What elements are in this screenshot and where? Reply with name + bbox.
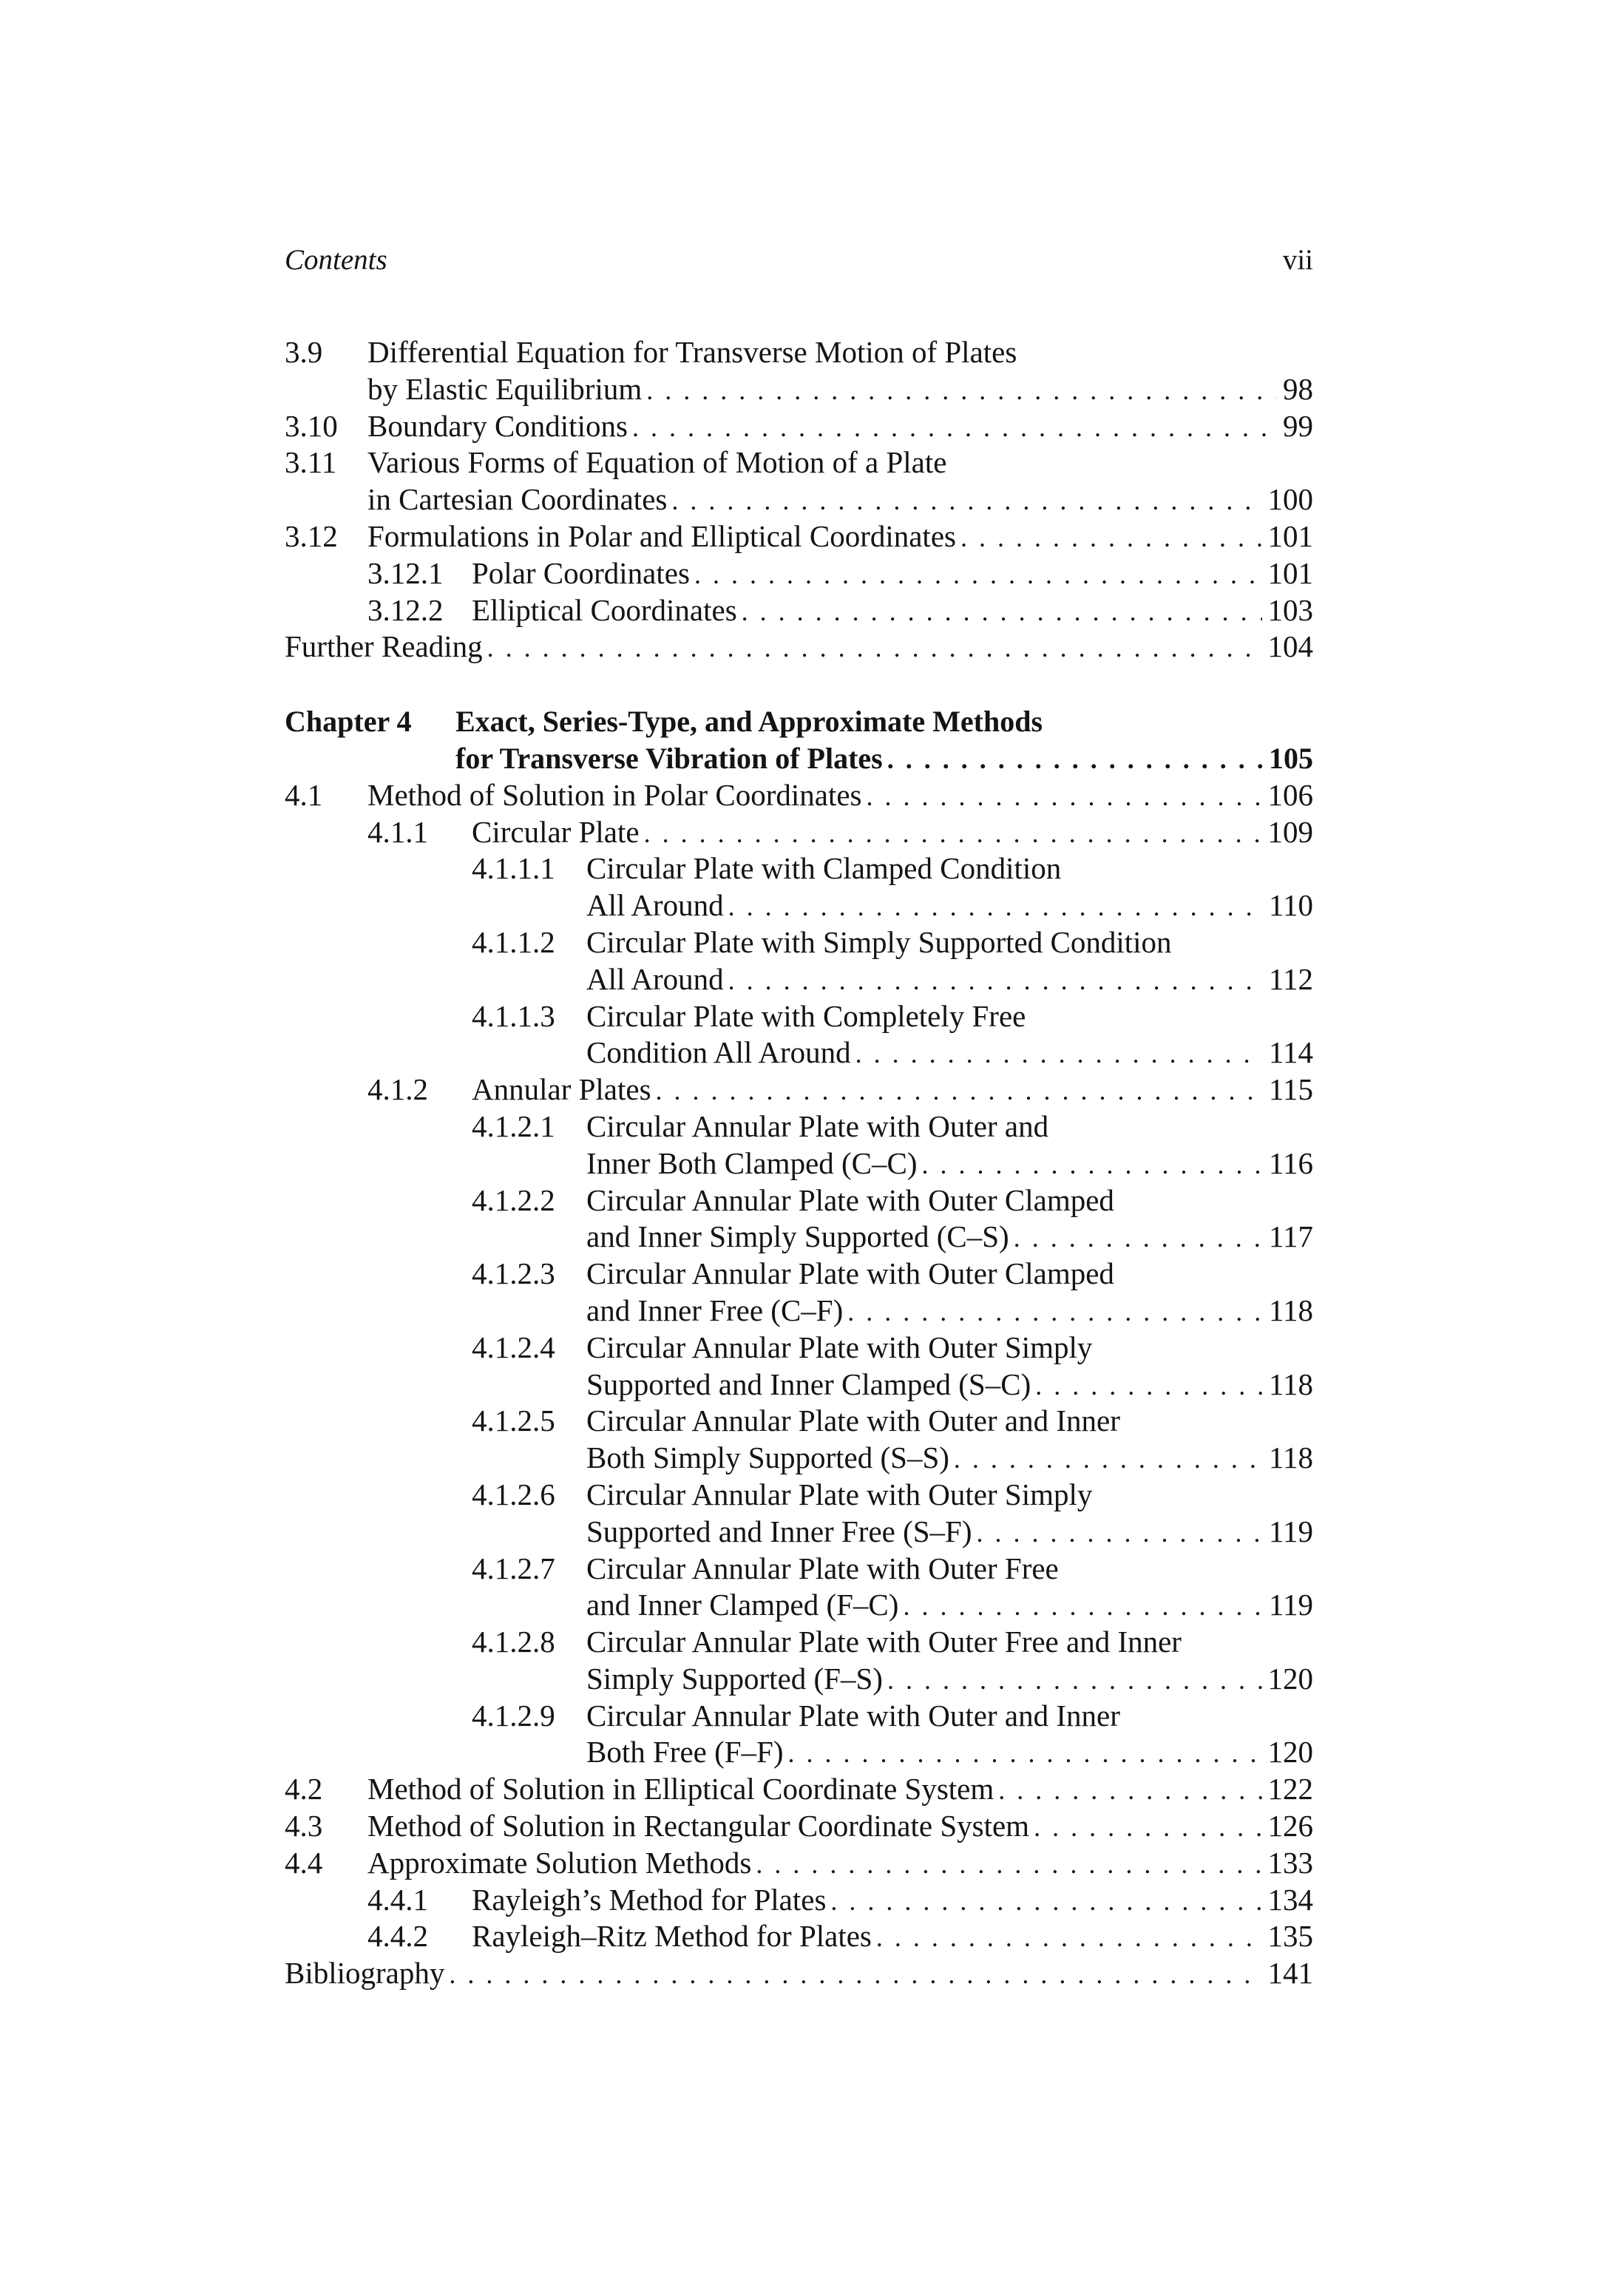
toc-entry-line <box>586 1440 1313 1478</box>
toc-entry[interactable] <box>285 1882 1313 1919</box>
toc-entry-line <box>586 924 1172 961</box>
toc-entry-continuation[interactable] <box>285 1514 1313 1551</box>
toc-entry-title: Various Forms of Equation of Motion of a Plate <box>367 445 947 480</box>
toc-entry[interactable] <box>285 1771 1313 1808</box>
toc-entry-page-number: 116 <box>1269 1145 1313 1180</box>
toc-entry[interactable] <box>285 1477 1313 1514</box>
toc-entry[interactable] <box>285 924 1313 961</box>
toc-entry-line <box>586 850 1061 887</box>
toc-entry-number: 3.10 <box>285 408 338 443</box>
toc-entry-title: Circular Annular Plate with Outer Clamped <box>586 1256 1114 1291</box>
toc-entry[interactable] <box>285 408 1313 445</box>
toc-entry-line <box>586 1477 1092 1514</box>
toc-entry-title: and Inner Clamped (F–C) <box>586 1588 899 1622</box>
toc-entry-number: 4.1.2.7 <box>472 1551 555 1585</box>
toc-entry-line <box>586 1256 1114 1293</box>
toc-entry-page-number: 100 <box>1267 482 1313 517</box>
toc-entry-line <box>586 1698 1120 1735</box>
toc-entry-title: Circular Annular Plate with Outer Simply <box>586 1477 1093 1511</box>
toc-entry-page-number: 110 <box>1269 888 1313 923</box>
toc-entry-page-number: 114 <box>1269 1035 1313 1070</box>
toc-entry-title: Elliptical Coordinates <box>472 592 737 627</box>
toc-entry[interactable] <box>285 1330 1313 1367</box>
toc-entry-line <box>586 1182 1114 1219</box>
toc-entry-continuation[interactable] <box>285 1587 1313 1624</box>
toc-entry-page-number: 141 <box>1267 1956 1313 1991</box>
toc-entry-number: 4.1.2.8 <box>472 1625 555 1659</box>
toc-entry-page-number: 120 <box>1267 1735 1313 1770</box>
toc-entry-title: Both Free (F–F) <box>586 1735 784 1770</box>
toc-entry-title: All Around <box>586 961 724 996</box>
toc-entry-title: Rayleigh’s Method for Plates <box>472 1882 827 1917</box>
toc-entry-number: 4.1.1 <box>367 814 428 849</box>
toc-entry[interactable] <box>285 1845 1313 1882</box>
toc-entry-title: Approximate Solution Methods <box>367 1845 752 1880</box>
toc-entry-page-number: 103 <box>1267 592 1313 627</box>
dot-leader <box>867 779 1262 816</box>
toc-entry-line <box>367 518 1313 557</box>
dot-leader <box>855 1036 1263 1073</box>
toc-entry-title: Circular Plate <box>472 814 640 849</box>
toc-entry-page-number: 105 <box>1269 741 1313 775</box>
toc-entry[interactable] <box>285 518 1313 555</box>
toc-entry-line <box>472 1918 1313 1957</box>
toc-entry-title: Simply Supported (F–S) <box>586 1661 883 1696</box>
toc-entry-number: 3.12 <box>285 518 338 553</box>
toc-entry-continuation[interactable] <box>285 1440 1313 1477</box>
toc-entry-continuation[interactable] <box>285 1219 1313 1256</box>
toc-entry-page-number: 133 <box>1267 1845 1313 1880</box>
toc-entry-title: Circular Plate with Simply Supported Condition <box>586 924 1172 959</box>
dot-leader <box>728 963 1263 1000</box>
toc-entry-number: 4.1.2 <box>367 1072 428 1107</box>
toc-entry-number: 4.1.2.3 <box>472 1256 555 1291</box>
toc-entry-line <box>455 703 1043 740</box>
dot-leader <box>756 1846 1261 1883</box>
toc-entry[interactable] <box>285 1808 1313 1845</box>
dot-leader <box>903 1588 1263 1625</box>
toc-entry-number: 3.12.2 <box>367 592 444 627</box>
dot-leader <box>644 816 1262 853</box>
toc-entry-line <box>586 1514 1313 1552</box>
dot-leader <box>632 410 1277 447</box>
toc-entry-line <box>285 1955 1313 1994</box>
toc-entry-title: Circular Annular Plate with Outer Clamped <box>586 1182 1114 1217</box>
toc-entry-line <box>586 1219 1313 1257</box>
toc-entry-line <box>586 1145 1313 1184</box>
toc-entry[interactable] <box>285 1698 1313 1735</box>
toc-entry-number: 4.4.1 <box>367 1882 428 1917</box>
toc-entry-number: 4.3 <box>285 1809 323 1843</box>
toc-entry-line <box>586 1293 1313 1331</box>
toc-entry[interactable] <box>285 444 1313 481</box>
toc-entry[interactable] <box>285 1955 1313 1992</box>
toc-entry-page-number: 106 <box>1267 777 1313 812</box>
toc-entry-number: 4.1.1.2 <box>472 924 555 959</box>
dot-leader <box>646 373 1277 410</box>
toc-entry-title: and Inner Simply Supported (C–S) <box>586 1219 1009 1254</box>
toc-entry-title: Method of Solution in Rectangular Coordinate System <box>367 1809 1030 1843</box>
toc-entry-page-number: 118 <box>1269 1367 1313 1401</box>
dot-leader <box>656 1073 1263 1110</box>
toc-entry-number: 4.1.2.6 <box>472 1477 555 1511</box>
toc-entry[interactable] <box>285 1624 1313 1661</box>
dot-leader <box>671 483 1261 520</box>
toc-entry-title: Circular Annular Plate with Outer and <box>586 1108 1049 1143</box>
toc-entry-number: 4.1.1.1 <box>472 851 555 886</box>
toc-entry-number: 4.1.2.9 <box>472 1698 555 1733</box>
toc-entry-line <box>586 1108 1048 1145</box>
toc-entry-page-number: 126 <box>1267 1809 1313 1843</box>
toc-entry-title: Both Simply Supported (S–S) <box>586 1440 949 1475</box>
toc-entry-page-number: 115 <box>1269 1072 1313 1107</box>
toc-entry[interactable] <box>285 555 1313 592</box>
dot-leader <box>887 742 1263 779</box>
dot-leader <box>449 1957 1261 1994</box>
toc-entry-title: Circular Annular Plate with Outer and Inner <box>586 1698 1120 1733</box>
toc-entry[interactable] <box>285 1182 1313 1219</box>
toc-entry-title: Further Reading <box>285 629 483 664</box>
dot-leader <box>887 1662 1262 1699</box>
toc-entry-page-number: 99 <box>1283 408 1313 443</box>
toc-entry-page-number: 120 <box>1267 1661 1313 1696</box>
toc-entry-number: 4.1.2.2 <box>472 1182 555 1217</box>
toc-entry-line <box>586 1661 1313 1699</box>
toc-entry-continuation[interactable] <box>285 371 1313 408</box>
toc-entry-continuation[interactable] <box>285 961 1313 998</box>
toc-entry-number: 4.4.2 <box>367 1919 428 1954</box>
toc-entry[interactable] <box>285 592 1313 629</box>
toc-entry-page-number: 117 <box>1269 1219 1313 1254</box>
toc-entry-title: Circular Annular Plate with Outer and Inner <box>586 1403 1120 1438</box>
toc-entry-continuation[interactable] <box>285 740 1313 777</box>
toc-entry-title: Condition All Around <box>586 1035 851 1070</box>
dot-leader <box>830 1883 1261 1920</box>
toc-entry-line <box>472 814 1313 853</box>
toc-entry[interactable] <box>285 777 1313 814</box>
toc-entry-number: 3.11 <box>285 445 337 480</box>
toc-entry-title: and Inner Free (C–F) <box>586 1293 844 1327</box>
toc-entry-title: Circular Plate with Completely Free <box>586 998 1026 1033</box>
toc-entry-page-number: 119 <box>1269 1514 1313 1548</box>
toc-entry-line <box>586 887 1313 926</box>
toc-entry-title: Annular Plates <box>472 1072 651 1107</box>
dot-leader <box>1035 1368 1263 1405</box>
toc-entry-number: 4.2 <box>285 1772 323 1806</box>
toc-entry-line <box>586 1403 1120 1440</box>
dot-leader <box>742 594 1262 631</box>
dot-leader <box>1034 1809 1261 1846</box>
toc-entry-page-number: 118 <box>1269 1293 1313 1327</box>
toc-entry-title: Differential Equation for Transverse Motion of Plates <box>367 335 1017 369</box>
toc-entry-line <box>367 1845 1313 1883</box>
toc-entry-line <box>586 1330 1092 1367</box>
toc-entry[interactable] <box>285 1918 1313 1955</box>
toc-entry-title: Supported and Inner Free (S–F) <box>586 1514 972 1548</box>
toc-entry-number: 3.12.1 <box>367 555 444 590</box>
running-header-page-number: vii <box>1282 244 1313 276</box>
toc-entry-title: for Transverse Vibration of Plates <box>455 741 883 775</box>
toc-entry-line <box>472 555 1313 594</box>
toc-entry-title: by Elastic Equilibrium <box>367 371 643 406</box>
toc-entry-line <box>472 592 1313 631</box>
dot-leader <box>960 520 1262 557</box>
toc-entry-page-number: 98 <box>1283 371 1313 406</box>
toc-entry-line <box>472 1071 1313 1110</box>
toc-entry-line <box>586 1624 1182 1661</box>
toc-entry-continuation[interactable] <box>285 1734 1313 1771</box>
toc-entry-continuation[interactable] <box>285 481 1313 518</box>
toc-entry-page-number: 119 <box>1269 1588 1313 1622</box>
toc-entry-page-number: 122 <box>1267 1772 1313 1806</box>
toc-entry-title: All Around <box>586 888 724 923</box>
toc-entry-number: 4.1.1.3 <box>472 998 555 1033</box>
toc-entry-line <box>586 1367 1313 1405</box>
toc-entry-title: Supported and Inner Clamped (S–C) <box>586 1367 1031 1401</box>
toc-entry-line <box>586 961 1313 1000</box>
toc-entry[interactable] <box>285 703 1313 740</box>
dot-leader <box>876 1920 1262 1957</box>
toc-entry-line <box>367 1808 1313 1846</box>
toc-entry-number: 4.4 <box>285 1845 323 1880</box>
toc-entry-line <box>367 334 1017 371</box>
toc-entry-title: Method of Solution in Polar Coordinates <box>367 777 862 812</box>
toc-entry-continuation[interactable] <box>285 1661 1313 1698</box>
toc-entry-page-number: 104 <box>1267 629 1313 664</box>
toc-entry[interactable] <box>285 1071 1313 1108</box>
toc-entry-page-number: 134 <box>1267 1882 1313 1917</box>
toc-entry-page-number: 101 <box>1267 518 1313 553</box>
toc-entry-page-number: 101 <box>1267 555 1313 590</box>
toc-entry-continuation[interactable] <box>285 1293 1313 1330</box>
dot-leader <box>694 557 1262 594</box>
toc-entry-line <box>586 1034 1313 1073</box>
toc-entry-number: 4.1.2.5 <box>472 1403 555 1438</box>
dot-leader <box>788 1735 1262 1772</box>
toc-entry-number: 4.1 <box>285 777 323 812</box>
toc-entry[interactable] <box>285 1256 1313 1293</box>
dot-leader <box>847 1294 1263 1331</box>
toc-entry-continuation[interactable] <box>285 1367 1313 1403</box>
dot-leader <box>954 1441 1263 1478</box>
toc-entry-title: Bibliography <box>285 1956 445 1991</box>
toc-entry-line <box>472 1882 1313 1920</box>
toc-entry-line <box>367 1771 1313 1809</box>
toc-entry-number: Chapter 4 <box>285 705 412 739</box>
toc-entry-continuation[interactable] <box>285 1034 1313 1071</box>
toc-entry-line <box>367 408 1313 447</box>
toc-entry-title: Circular Annular Plate with Outer Free and Inner <box>586 1625 1182 1659</box>
toc-entry-line <box>455 740 1313 779</box>
dot-leader <box>487 630 1262 667</box>
toc-entry[interactable] <box>285 1403 1313 1440</box>
toc-entry-title: Circular Annular Plate with Outer Simply <box>586 1330 1093 1364</box>
toc-entry-number: 4.1.2.1 <box>472 1108 555 1143</box>
toc-entry-continuation[interactable] <box>285 887 1313 924</box>
toc-entry[interactable] <box>285 334 1313 371</box>
dot-leader <box>922 1147 1263 1184</box>
toc-entry-line <box>367 371 1313 410</box>
toc-entry[interactable] <box>285 850 1313 887</box>
toc-entry-title: Inner Both Clamped (C–C) <box>586 1145 918 1180</box>
dot-leader <box>998 1772 1261 1809</box>
toc-entry-continuation[interactable] <box>285 1145 1313 1182</box>
toc-entry-page-number: 118 <box>1269 1440 1313 1475</box>
toc-entry-line <box>285 629 1313 667</box>
toc-entry-line <box>367 481 1313 520</box>
table-of-contents <box>285 334 1313 1992</box>
toc-entry-number: 3.9 <box>285 335 323 369</box>
toc-entry-page-number: 135 <box>1267 1919 1313 1954</box>
toc-entry-title: Circular Plate with Clamped Condition <box>586 851 1062 886</box>
toc-entry-number: 4.1.2.4 <box>472 1330 555 1364</box>
toc-entry-page-number: 109 <box>1267 814 1313 849</box>
dot-leader <box>728 889 1263 926</box>
toc-entry-line <box>586 1587 1313 1625</box>
running-header-title: Contents <box>285 244 387 276</box>
toc-entry[interactable] <box>285 629 1313 666</box>
toc-entry-title: Circular Annular Plate with Outer Free <box>586 1551 1059 1585</box>
toc-entry-line <box>586 1734 1313 1772</box>
toc-entry-title: Method of Solution in Elliptical Coordinate System <box>367 1772 994 1806</box>
toc-entry-title: Rayleigh–Ritz Method for Plates <box>472 1919 872 1954</box>
toc-entry-page-number: 112 <box>1269 961 1313 996</box>
toc-entry[interactable] <box>285 1551 1313 1588</box>
toc-entry[interactable] <box>285 998 1313 1035</box>
toc-entry-title: in Cartesian Coordinates <box>367 482 668 517</box>
toc-entry-line <box>586 1551 1059 1588</box>
dot-leader <box>1014 1220 1263 1257</box>
toc-entry[interactable] <box>285 1108 1313 1145</box>
toc-entry-title: Formulations in Polar and Elliptical Coordinates <box>367 518 956 553</box>
toc-entry-title: Exact, Series-Type, and Approximate Methods <box>455 705 1043 739</box>
toc-entry[interactable] <box>285 814 1313 851</box>
toc-entry-line <box>367 777 1313 816</box>
toc-entry-line <box>586 998 1026 1035</box>
toc-entry-line <box>367 444 946 481</box>
toc-entry-title: Polar Coordinates <box>472 555 690 590</box>
dot-leader <box>977 1515 1264 1552</box>
toc-entry-title: Boundary Conditions <box>367 408 628 443</box>
